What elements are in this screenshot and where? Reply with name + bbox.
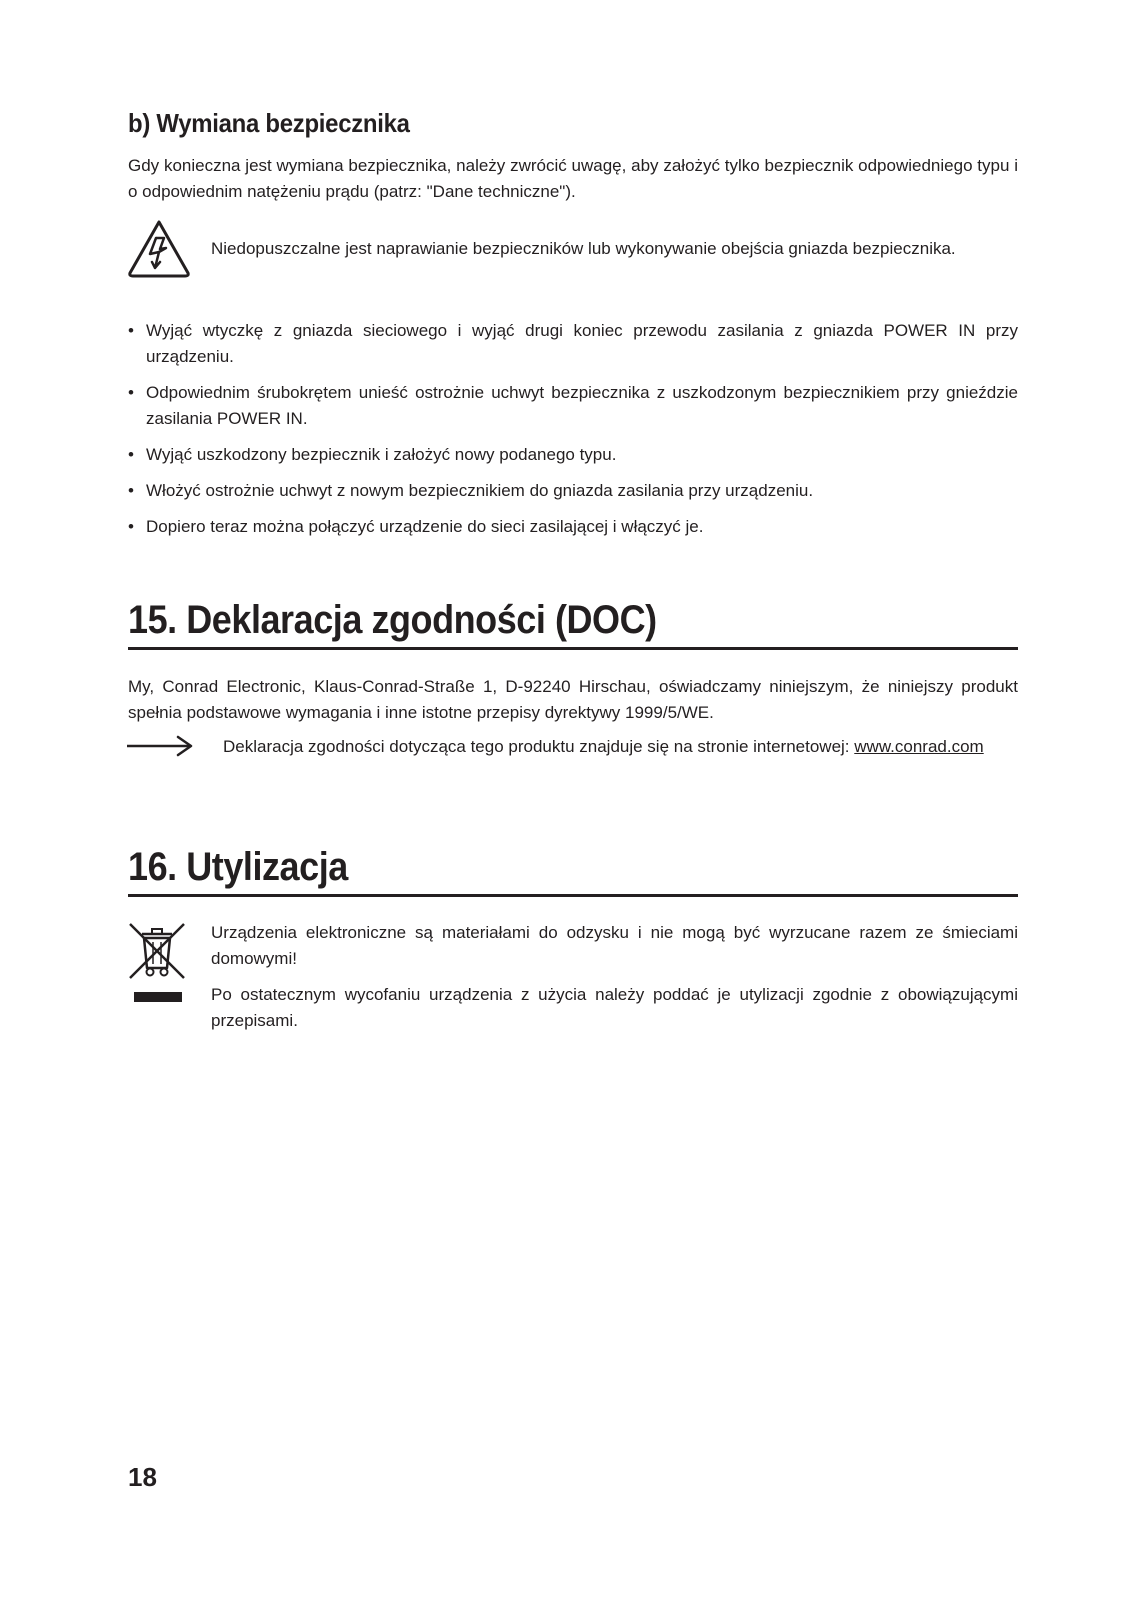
list-item: • Wyjąć uszkodzony bezpiecznik i założyć nowy podanego typu. bbox=[128, 442, 1018, 468]
doc-link-line bbox=[223, 735, 984, 759]
disposal-section-title-text: 16. Utylizacja bbox=[128, 845, 348, 889]
fuse-replacement-heading: b) Wymiana bezpiecznika bbox=[128, 108, 410, 138]
doc-declaration-text: My, Conrad Electronic, Klaus-Conrad-Straße 1, D-92240 Hirschau, oświadczamy niniejszym, że niniejszy produkt spełnia podstawowe wymagania i inne istotne przepisy dyrektywy 1999/5/WE. bbox=[128, 677, 1018, 722]
fuse-warning-text: Niedopuszczalne jest naprawianie bezpieczników lub wykonywanie obejścia gniazda bezpiecznika. bbox=[211, 239, 956, 258]
doc-section-title-text: 15. Deklaracja zgodności (DOC) bbox=[128, 598, 657, 642]
fuse-steps-list bbox=[128, 318, 1018, 550]
list-item: • Wyjąć wtyczkę z gniazda sieciowego i wyjąć drugi koniec przewodu zasilania z gniazda POWER IN przy urządzeniu. bbox=[128, 318, 1018, 370]
doc-link-intro: Deklaracja zgodności dotycząca tego produktu znajduje się na stronie internetowej: bbox=[223, 737, 855, 756]
doc-section-title bbox=[128, 598, 1018, 650]
fuse-intro-text: Gdy konieczna jest wymiana bezpiecznika, należy zwrócić uwagę, aby założyć tylko bezpiecznik odpowiedniego typu i o odpowiednim natężeniu prądu (patrz: "Dane techniczne"). bbox=[128, 156, 1018, 201]
disposal-text-1: Urządzenia elektroniczne są materiałami do odzysku i nie mogą być wyrzucane razem ze śmieciami domowymi! bbox=[211, 923, 1018, 968]
disposal-text-2: Po ostatecznym wycofaniu urządzenia z użycia należy poddać je utylizacji zgodnie z obowiązującymi przepisami. bbox=[211, 985, 1018, 1030]
list-item: • Odpowiednim śrubokrętem unieść ostrożnie uchwyt bezpiecznika z uszkodzonym bezpiecznikiem przy gnieździe zasilania POWER IN. bbox=[128, 380, 1018, 432]
conrad-website-link[interactable]: www.conrad.com bbox=[854, 737, 984, 756]
list-item: • Dopiero teraz można połączyć urządzenie do sieci zasilającej i włączyć je. bbox=[128, 514, 1018, 540]
page-number: 18 bbox=[128, 1462, 157, 1492]
arrow-right-icon bbox=[126, 735, 194, 757]
list-item: • Włożyć ostrożnie uchwyt z nowym bezpiecznikiem do gniazda zasilania przy urządzeniu. bbox=[128, 478, 1018, 504]
disposal-section-title bbox=[128, 845, 1018, 897]
crossed-out-bin-icon bbox=[126, 916, 188, 1006]
high-voltage-warning-icon bbox=[126, 218, 192, 278]
